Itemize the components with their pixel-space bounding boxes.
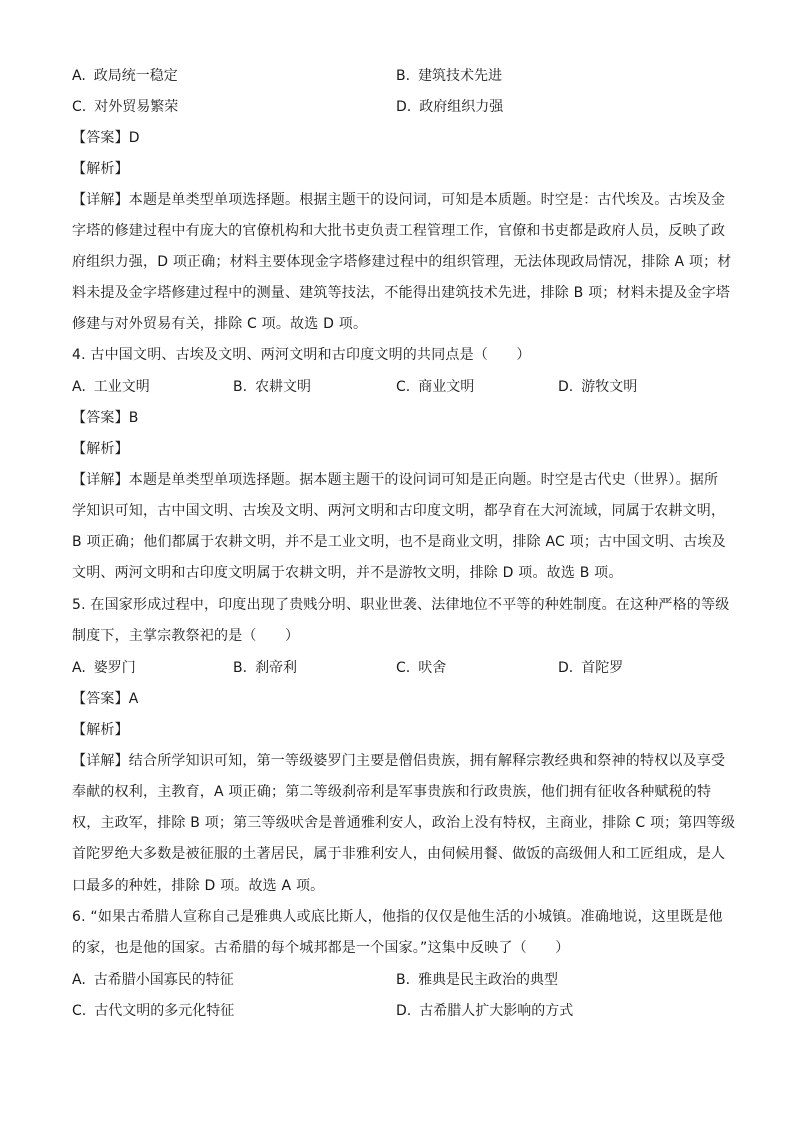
option-letter: A. — [72, 379, 86, 395]
q4-option-d — [558, 377, 637, 397]
option-text: 工业文明 — [93, 379, 150, 395]
q4-detail-line: 学知识可知，古中国文明、古埃及文明、两河文明和古印度文明，都孕育在大河流域，同属于农耕文明， — [72, 503, 726, 519]
q3-option-c — [72, 97, 178, 117]
option-letter: C. — [396, 379, 411, 395]
q4-detail-line: 【详解】本题是单类型单项选择题。据本题主题干的设问词可知是正向题。时空是古代史（世界）。据所 — [72, 472, 719, 488]
option-letter: D. — [396, 99, 412, 115]
q5-detail-line: 口最多的种姓，排除 D 项。故选 A 项。 — [72, 878, 325, 894]
q5-detail-line: 【详解】结合所学知识可知，第一等级婆罗门主要是僧侣贵族，拥有解释宗教经典和祭神的特权以及享受 — [72, 753, 726, 769]
q4-detail-line: 文明、两河文明和古印度文明属于农耕文明，并不是游牧文明，排除 D 项。故选 B 项。 — [72, 565, 623, 581]
option-text: 古希腊小国寡民的特征 — [93, 972, 234, 988]
q5-option-b — [233, 658, 297, 678]
option-text: 婆罗门 — [93, 660, 136, 676]
q4-option-a — [72, 377, 150, 397]
option-letter: C. — [72, 1003, 87, 1019]
q5-option-c — [396, 658, 446, 678]
option-letter: A. — [72, 68, 86, 84]
option-text: 农耕文明 — [255, 379, 312, 395]
option-letter: A. — [72, 660, 86, 676]
option-letter: B. — [233, 379, 248, 395]
option-text: 政府组织力强 — [419, 99, 504, 115]
option-text: 古代文明的多元化特征 — [94, 1003, 235, 1019]
q6-option-a — [72, 970, 234, 990]
q6-stem-line: 6. “如果古希腊人宣称自己是雅典人或底比斯人，他指的仅仅是他生活的小城镇。准确地说，这里既是他 — [72, 909, 723, 925]
q5-stem-line: 5. 在国家形成过程中，印度出现了贵贱分明、职业世袭、法律地位不平等的种姓制度。在这种严格的等级 — [72, 597, 730, 613]
q5-stem-line: 制度下，主掌宗教祭祀的是（ ） — [72, 628, 300, 644]
q6-stem-line: 的家，也是他的国家。古希腊的每个城邦都是一个国家。”这集中反映了（ ） — [72, 940, 570, 956]
option-letter: B. — [396, 68, 411, 84]
option-text: 古希腊人扩大影响的方式 — [419, 1003, 574, 1019]
q4-option-c — [396, 377, 474, 397]
q3-detail-line: 料未提及金字塔修建过程中的测量、建筑等技法，不能得出建筑技术先进，排除 B 项；材料未提及金字塔 — [72, 285, 731, 301]
option-text: 刹帝利 — [255, 660, 298, 676]
option-text: 对外贸易繁荣 — [94, 99, 179, 115]
option-letter: D. — [558, 379, 574, 395]
option-letter: B. — [396, 972, 411, 988]
q5-option-a — [72, 658, 136, 678]
q3-option-a — [72, 66, 178, 86]
q3-detail-line: 【详解】本题是单类型单项选择题。根据主题干的设问词，可知是本质题。时空是：古代埃及。古埃及金 — [72, 192, 726, 208]
q6-option-b — [396, 970, 558, 990]
q3-analysis-label: 【解析】 — [72, 161, 129, 177]
q6-option-c — [72, 1001, 234, 1021]
q3-detail-line: 字塔的修建过程中有庞大的官僚机构和大批书吏负责工程管理工作，官僚和书吏都是政府人员，反映了政 — [72, 223, 726, 239]
q5-answer: 【答案】A — [72, 691, 139, 707]
q5-analysis-label: 【解析】 — [72, 722, 129, 738]
option-letter: B. — [233, 660, 248, 676]
option-letter: A. — [72, 972, 86, 988]
q5-detail-line: 首陀罗绝大多数是被征服的土著居民，属于非雅利安人，由伺候用餐、做饭的高级佣人和工匠组成，是人 — [72, 846, 726, 862]
option-letter: D. — [396, 1003, 412, 1019]
option-text: 政局统一稳定 — [93, 68, 178, 84]
option-text: 首陀罗 — [581, 660, 624, 676]
option-text: 建筑技术先进 — [418, 68, 503, 84]
q3-option-d — [396, 97, 503, 117]
q4-answer: 【答案】B — [72, 410, 139, 426]
q3-answer: 【答案】D — [72, 130, 140, 146]
q4-option-b — [233, 377, 311, 397]
q3-detail-line: 修建与对外贸易有关，排除 C 项。故选 D 项。 — [72, 316, 368, 332]
q3-detail-line: 府组织力强，D 项正确；材料主要体现金字塔修建过程中的组织管理，无法体现政局情况，排除 A 项；材 — [72, 254, 732, 270]
q6-option-d — [396, 1001, 573, 1021]
option-text: 游牧文明 — [581, 379, 638, 395]
option-letter: C. — [396, 660, 411, 676]
q4-detail-line: B 项正确；他们都属于农耕文明，并不是工业文明，也不是商业文明，排除 AC 项；古中国文明、古埃及 — [72, 534, 726, 550]
option-letter: D. — [558, 660, 574, 676]
q4-stem: 4. 古中国文明、古埃及文明、两河文明和古印度文明的共同点是（ ） — [72, 347, 531, 363]
q5-option-d — [558, 658, 623, 678]
q5-detail-line: 奉献的权利，主教育，A 项正确；第二等级刹帝利是军事贵族和行政贵族，他们拥有征收各种赋税的特 — [72, 784, 712, 800]
option-letter: C. — [72, 99, 87, 115]
option-text: 吠舍 — [418, 660, 447, 676]
option-text: 雅典是民主政治的典型 — [418, 972, 559, 988]
q5-detail-line: 权，主政军，排除 B 项；第三等级吠舍是普通雅利安人，政治上没有特权，主商业，排除 C 项；第四等级 — [72, 815, 736, 831]
q3-option-b — [396, 66, 502, 86]
option-text: 商业文明 — [418, 379, 475, 395]
q4-analysis-label: 【解析】 — [72, 441, 129, 457]
